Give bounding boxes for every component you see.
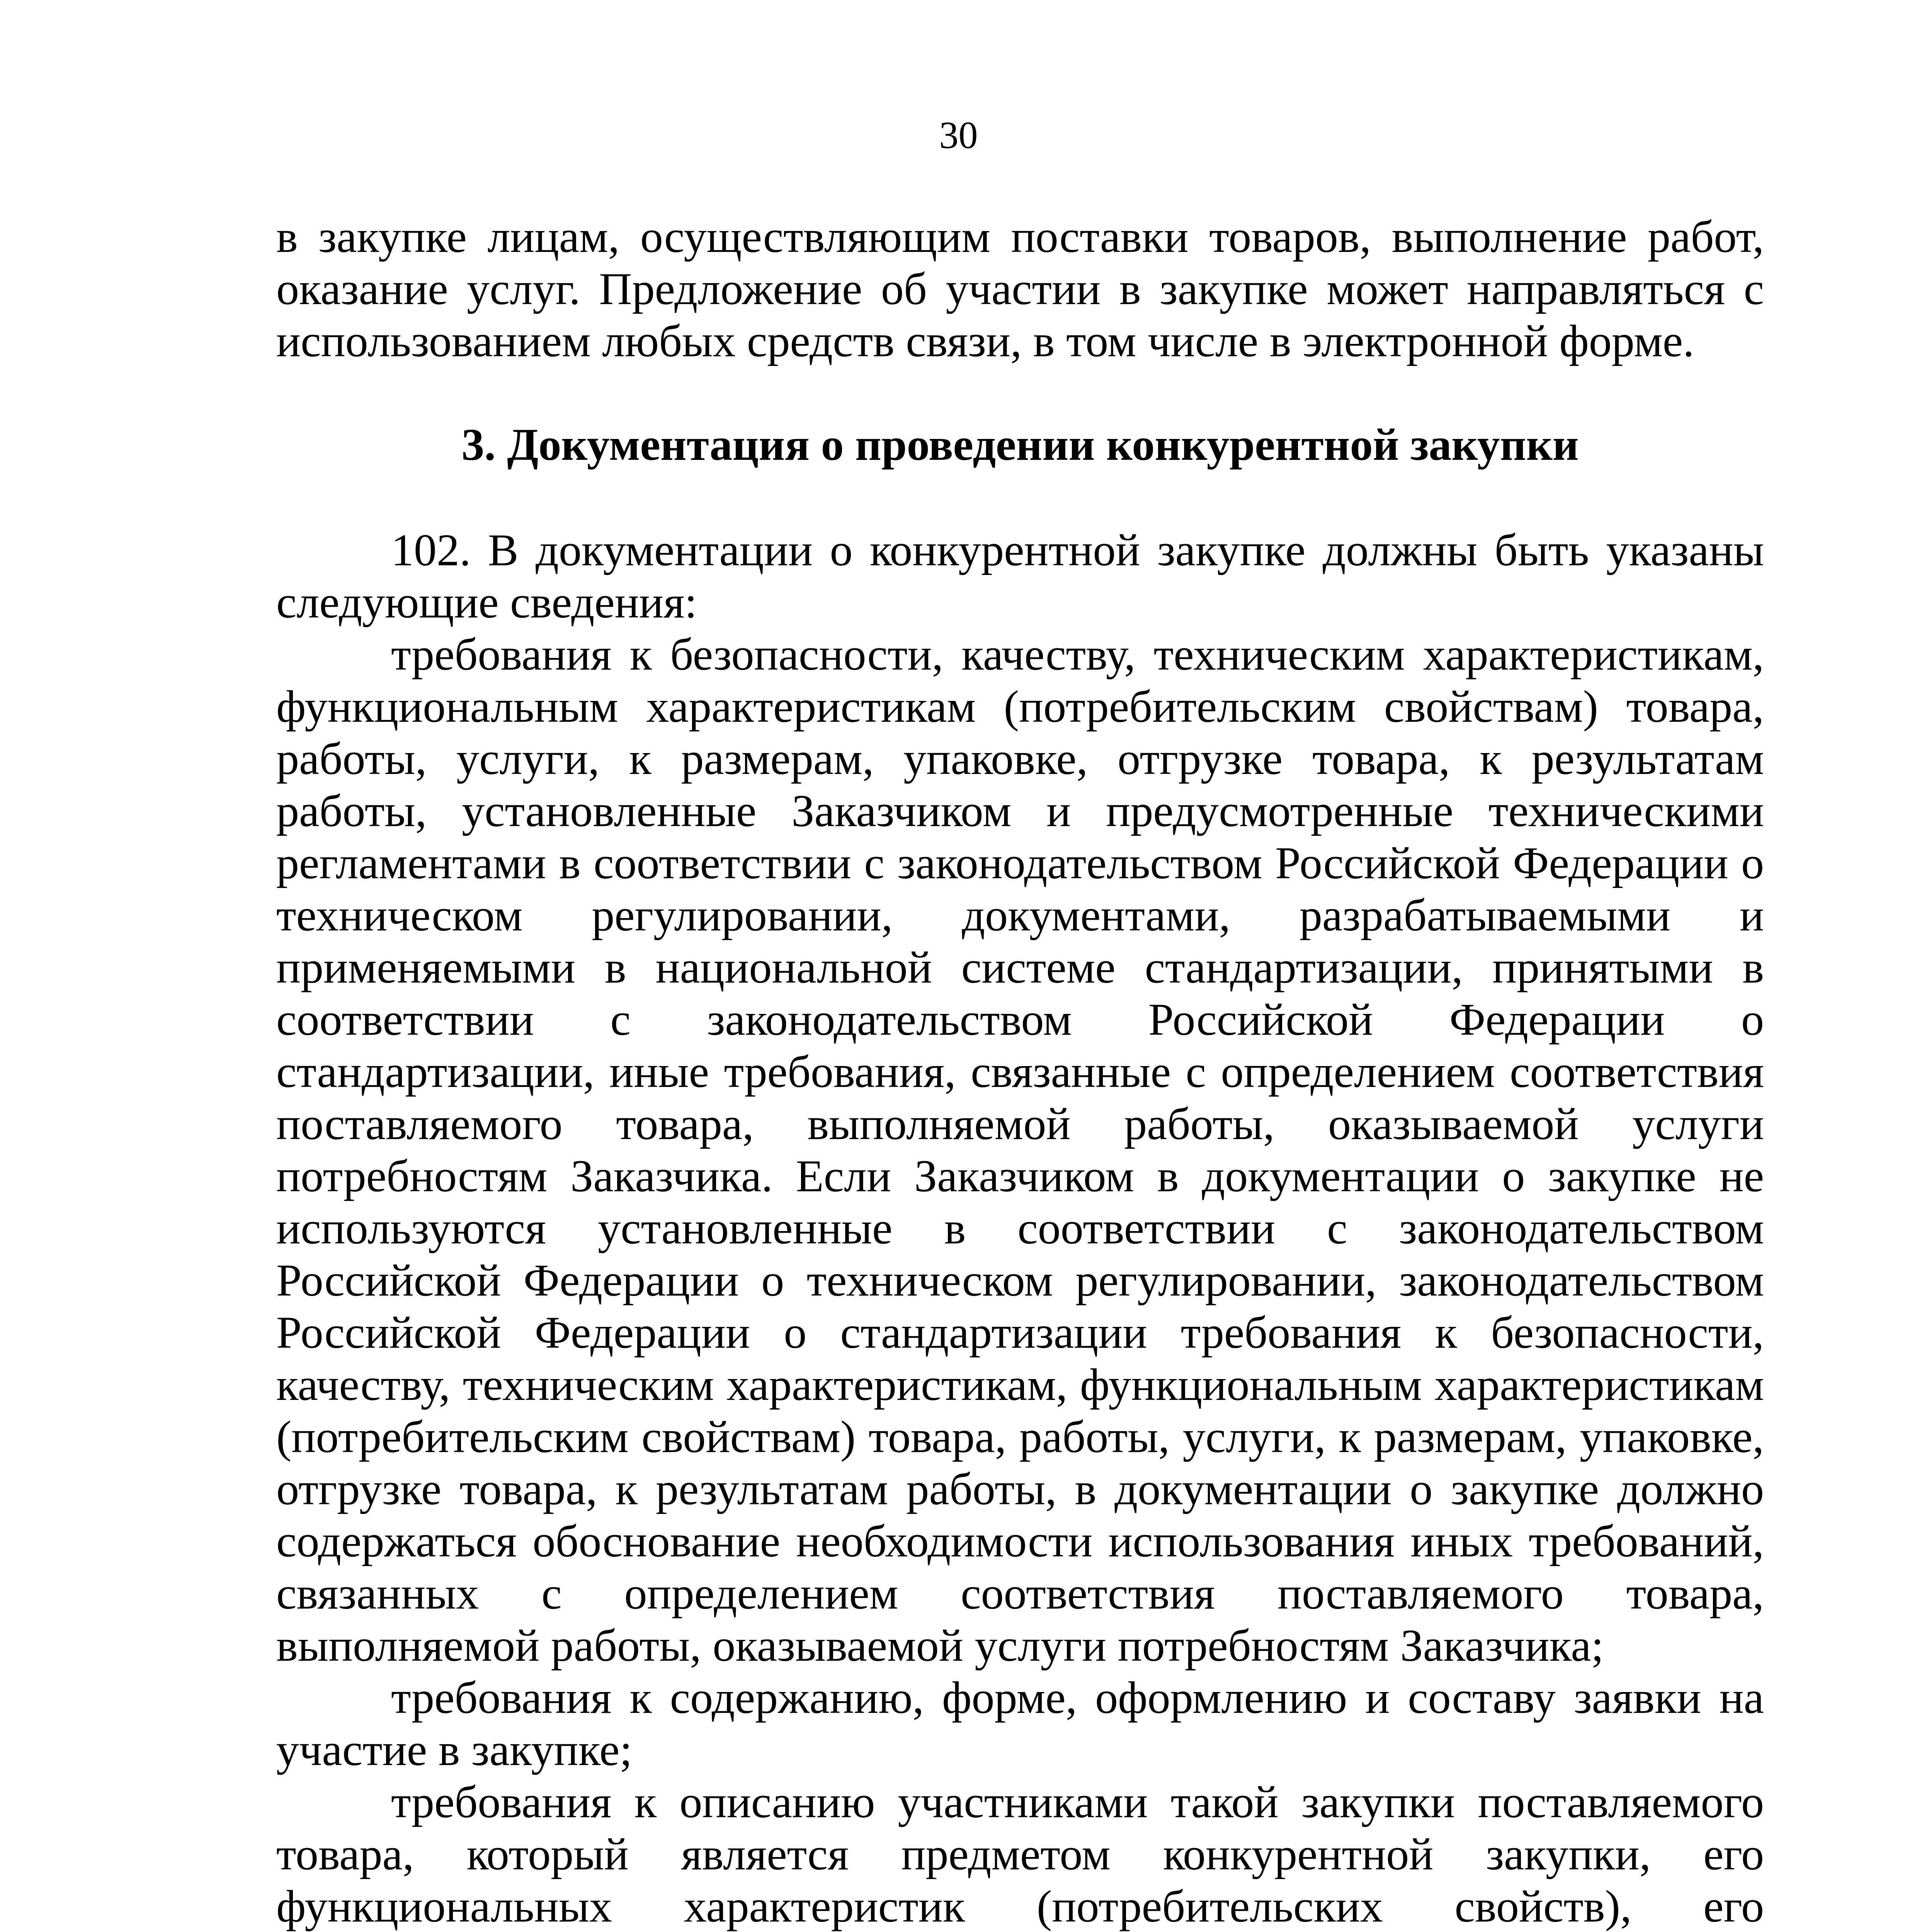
paragraph-requirements-application: требования к содержанию, форме, оформлению и составу заявки на участие в закупке; <box>276 1672 1764 1775</box>
document-body <box>276 211 1764 1932</box>
paragraph-102: 102. В документации о конкурентной закупке должны быть указаны следующие сведения: <box>276 525 1764 628</box>
paragraph-continuation: в закупке лицам, осуществляющим поставки товаров, выполнение работ, оказание услуг. Предложение об участии в закупке может направляться с использованием любых средств связи, в том числе в электронной форме. <box>276 211 1764 366</box>
section-heading: 3. Документация о проведении конкурентной закупки <box>461 419 1579 470</box>
paragraph-requirements-description: требования к описанию участниками такой закупки поставляемого товара, который является предметом конкурентной закупки, его функциональных характеристик (потребительских свойств), его <box>276 1777 1764 1932</box>
paragraph-requirements-safety: требования к безопасности, качеству, техническим характеристикам, функциональным характеристикам (потребительским свойствам) товара, работы, услуги, к размерам, упаковке, отгрузке товара, к результатам работы, установленные Заказчиком и предусмотренные техническими регламентами в соответствии с законодательством Российской Федерации о техническом регулировании, документами, разрабатываемыми и применяемыми в национальной системе стандартизации, принятыми в соответствии с законодательством Российской Федерации о стандартизации, иные требования, связанные с определением соответствия поставляемого товара, выполняемой работы, оказываемой услуги потребностям Заказчика. Если Заказчиком в документации о закупке не используются установленные в соответствии с законодательством Российской Федерации о техническом регулировании, законодательством Российской Федерации о стандартизации требования к безопасности, качеству, техническим характеристикам, функциональным характеристикам (потребительским свойствам) товара, работы, услуги, к размерам, упаковке, отгрузке товара, к результатам работы, в документации о закупке должно содержаться обоснование необходимости использования иных требований, связанных с определением соответствия поставляемого товара, выполняемой работы, оказываемой услуги потребностям Заказчика; <box>276 629 1764 1671</box>
page-number: 30 <box>939 114 978 156</box>
